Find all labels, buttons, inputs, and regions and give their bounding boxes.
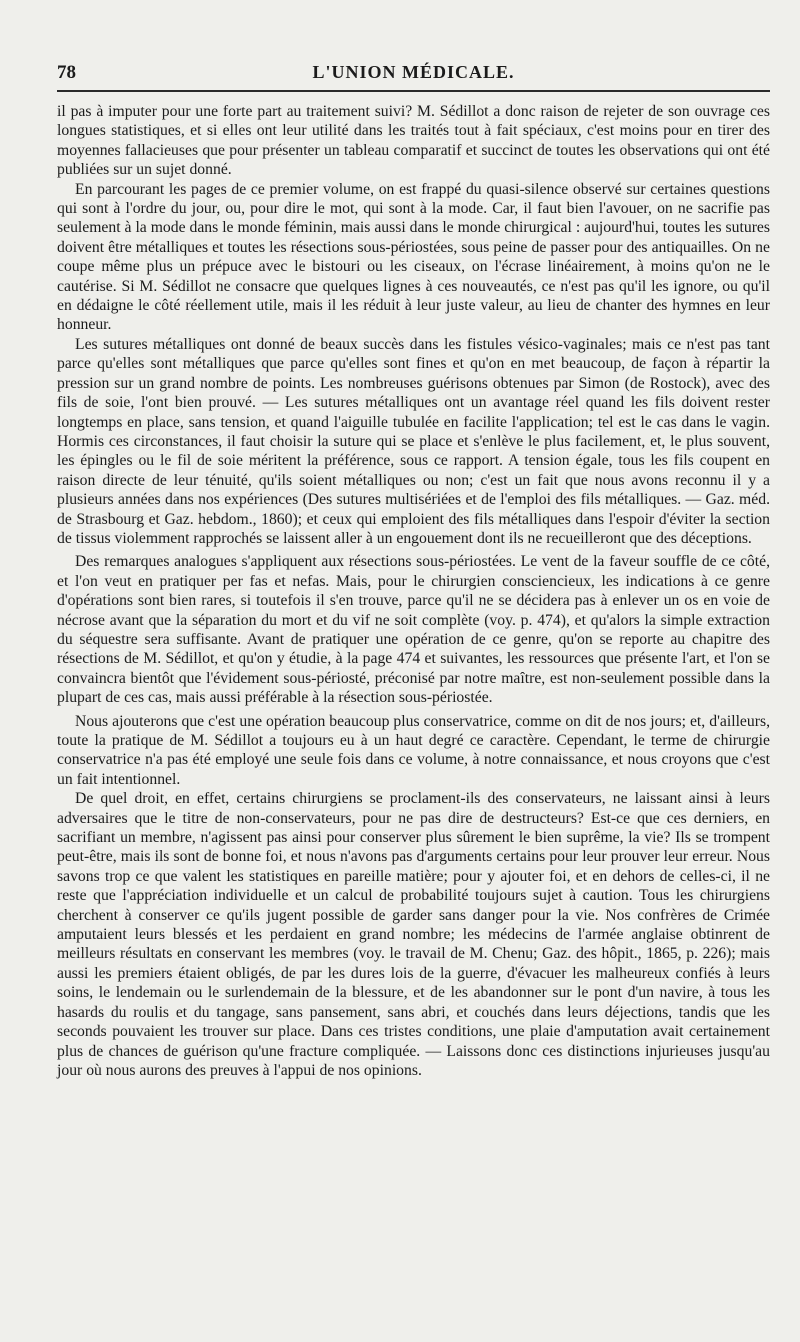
running-title: L'UNION MÉDICALE. [312, 62, 515, 82]
body-text [57, 102, 770, 1080]
paragraph: Les sutures métalliques ont donné de beaux succès dans les fistules vésico-vaginales; mais ce n'est pas tant parce qu'elles sont métalliques que parce qu'elles sont fines et qu'on en met beaucoup, de façon à répartir la pression sur un grand nombre de points. Les nombreuses guérisons obtenues par Simon (de Rostock), avec des fils de soie, l'ont bien prouvé. — Les sutures métalliques ont un avantage réel quand les fils doivent rester longtemps en place, sans tension, et quand l'aiguille tubulée en facilite l'application; tel est le cas dans le vagin. Hormis ces circonstances, il faut choisir la suture qui se place et s'enlève le plus facilement, et, le plus souvent, les épingles ou le fil de soie méritent la préférence, sous ce rapport. A tension égale, tous les fils coupent en raison directe de leur ténuité, qu'ils soient métalliques ou non; c'est un fait que nous avons reconnu il y a plusieurs années dans nos expériences (Des sutures multisériées et de l'emploi des fils métalliques. — Gaz. méd. de Strasbourg et Gaz. hebdom., 1860); et ceux qui emploient des fils métalliques dans l'espoir d'éviter la section de tissus violemment rapprochés se laissent aller à un engouement dont ils ne recueilleront que des déceptions. [57, 335, 770, 547]
paragraph: Des remarques analogues s'appliquent aux résections sous-périostées. Le vent de la faveur souffle de ce côté, et l'on veut en pratiquer per fas et nefas. Mais, pour le chirurgien consciencieux, les indications à ce genre d'opérations sont bien rares, si toutefois il s'en trouve, parce qu'il ne se décidera pas à enlever un os en voie de nécrose avant que la séparation du mort et du vif ne soit complète (voy. p. 474), et qu'alors la simple extraction du séquestre sera suffisante. Avant de pratiquer une opération de ce genre, qu'on se reporte au chapitre des résections de M. Sédillot, et qu'on y étudie, à la page 474 et suivantes, les ressources que présente l'art, et l'on se convaincra bientôt que l'évidement sous-périosté, préconisé par notre maître, est non-seulement possible dans la plupart de ces cas, mais aussi préférable à la résection sous-périostée. [57, 553, 770, 707]
paragraph: En parcourant les pages de ce premier volume, on est frappé du quasi-silence observé sur certaines questions qui sont à l'ordre du jour, ou, pour dire le mot, qui sont à la mode. Car, il faut bien l'avouer, on ne sacrifie pas seulement à la mode dans le monde féminin, mais aussi dans le monde chirurgical : aujourd'hui, toutes les sutures doivent être métalliques et toutes les résections sous-périostées, sous peine de passer pour des antiquailles. On ne coupe même plus un prépuce avec le bistouri ou les ciseaux, on l'écrase linéairement, à moins qu'on ne le cautérise. Si M. Sédillot ne consacre que quelques lignes à ces nouveautés, ce n'est pas qu'il les ignore, ou qu'il en dédaigne le côté réellement utile, mais il les réduit à leur juste valeur, au lieu de chanter des hymnes en leur honneur. [57, 180, 770, 334]
paragraph: Nous ajouterons que c'est une opération beaucoup plus conservatrice, comme on dit de nos jours; et, d'ailleurs, toute la pratique de M. Sédillot a toujours eu à un haut degré ce caractère. Cependant, le terme de chirurgie conservatrice n'a pas été employé une seule fois dans ce volume, à notre connaissance, et nous croyons que c'est un fait intentionnel. [57, 712, 770, 788]
paragraph: De quel droit, en effet, certains chirurgiens se proclament-ils des conservateurs, ne laissant ainsi à leurs adversaires que le titre de non-conservateurs, pour ne pas dire de destructeurs? Est-ce que ces derniers, en sacrifiant un membre, n'agissent pas ainsi pour conserver plus sûrement le bien suprême, la vie? Ils se trompent peut-être, mais ils sont de bonne foi, et nous n'avons pas d'arguments certains pour leur prouver leur erreur. Nous savons trop ce que valent les statistiques en pareille matière; pour y ajouter foi, et en dehors de celles-ci, il ne reste que l'appréciation individuelle et un calcul de probabilité toujours sujet à caution. Tous les chirurgiens cherchent à conserver ce qu'ils jugent possible de garder sans danger pour la vie. Nos confrères de Crimée amputaient leurs blessés et les perdaient en grand nombre; les médecins de l'armée anglaise obtinrent de meilleurs résultats en conservant les membres (voy. le travail de M. Chenu; Gaz. des hôpit., 1865, p. 226); mais aussi les premiers étaient obligés, de par les dures lois de la guerre, d'évacuer les malheureux confiés à leurs soins, le lendemain ou le surlendemain de la blessure, et de les abandonner sur le pont d'un navire, à tous les hasards du roulis et du tangage, sans pansement, sans abri, et couchés dans leurs déjections, tandis que les seconds pouvaient les trouver sur place. Dans ces tristes conditions, une plaie d'amputation avait certainement plus de chances de guérison qu'une fracture compliquée. — Laissons donc ces distinctions injurieuses jusqu'au jour où nous aurons des preuves à l'appui de nos opinions. [57, 790, 770, 1079]
page-number: 78 [57, 62, 76, 83]
page-header [57, 60, 770, 92]
paragraph: il pas à imputer pour une forte part au traitement suivi? M. Sédillot a donc raison de rejeter de son ouvrage ces longues statistiques, et si elles ont leur utilité dans les traités tout à fait spéciaux, c'est moins pour en tirer des moyennes fallacieuses que pour présenter un tableau comparatif et succinct de toutes les observations qui ont été publiées sur un sujet donné. [57, 103, 770, 179]
